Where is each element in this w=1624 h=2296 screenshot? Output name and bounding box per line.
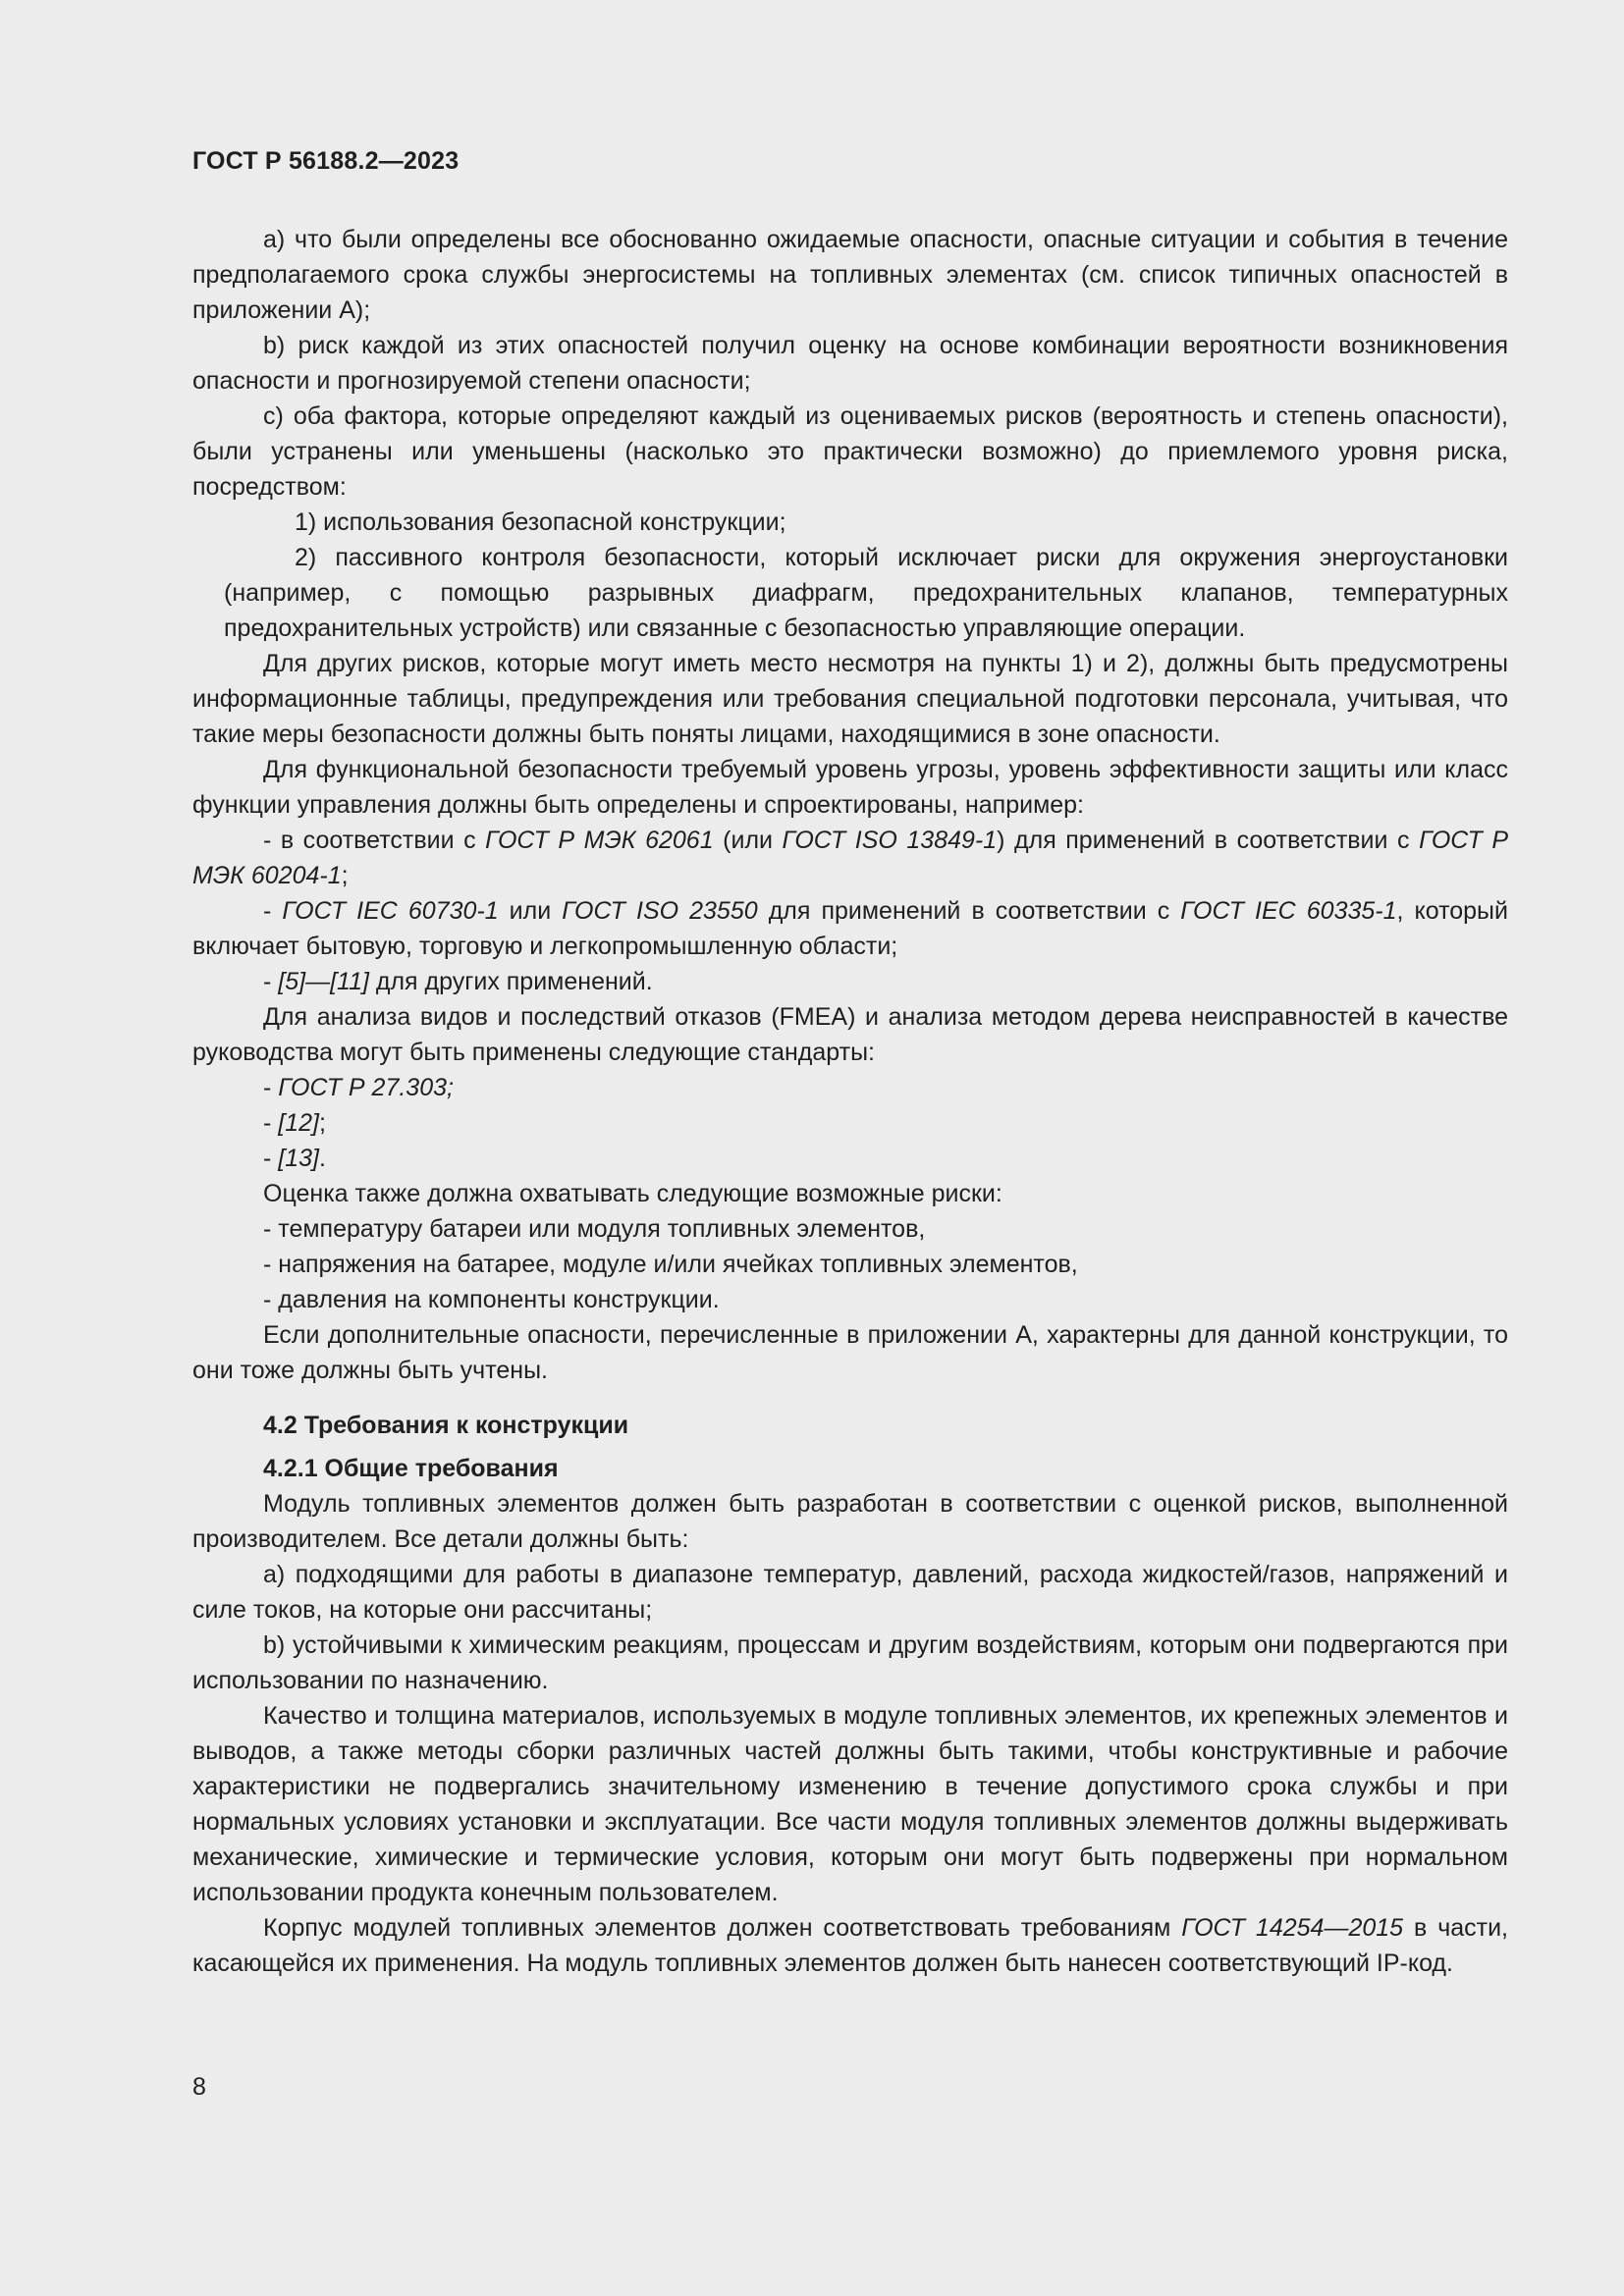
list-item-module-b: b) устойчивыми к химическим реакциям, процессам и другим воздействиям, которым они подвергаются при использовании по назначению. bbox=[192, 1631, 1508, 1694]
page-header: ГОСТ Р 56188.2—2023 bbox=[192, 147, 460, 175]
standard-reference: ГОСТ ISO 23550 bbox=[562, 897, 758, 925]
paragraph-other-risks: Для других рисков, которые могут иметь место несмотря на пункты 1) и 2), должны быть предусмотрены информационные таблицы, предупреждения или требования специальной подготовки персонала, учитывая, что такие меры безопасности должны быть поняты лицами, находящимися в зоне опасности. bbox=[192, 650, 1508, 748]
paragraph-quality: Качество и толщина материалов, используемых в модуле топливных элементов, их крепежных элементов и выводов, а также методы сборки различных частей должны быть такими, чтобы конструктивные и рабочие характеристики не подвергались значительному изменению в течение допустимого срока службы и при нормальных условиях установки и эксплуатации. Все части модуля топливных элементов должны выдерживать механические, химические и термические условия, которым они могут быть подвержены при нормальном использовании продукта конечным пользователем. bbox=[192, 1702, 1508, 1906]
paragraph-module: Модуль топливных элементов должен быть разработан в соответствии с оценкой рисков, выполненной производителем. Все детали должны быть: bbox=[192, 1490, 1508, 1553]
list-item-module-a: a) подходящими для работы в диапазоне температур, давлений, расхода жидкостей/газов, напряжений и силе токов, на которые они рассчитаны; bbox=[192, 1561, 1508, 1624]
standard-item-2 bbox=[192, 1105, 1508, 1141]
standard-reference: [13] bbox=[278, 1145, 319, 1172]
dash-item-3 bbox=[192, 964, 1508, 999]
standard-reference: ГОСТ Р МЭК 60204-1 bbox=[192, 827, 1508, 889]
list-item-c2: 2) пассивного контроля безопасности, который исключает риски для окружения энергоустановки (например, с помощью разрывных диафрагм, предохранительных клапанов, температурных предохранительных устройств) или связанные с безопасностью управляющие операции. bbox=[224, 544, 1508, 642]
dash-item-text: - в соответствии с bbox=[263, 827, 486, 854]
dash-item-text: , который включает бытовую, торговую и легкопромышленную области; bbox=[192, 897, 1508, 960]
standard-reference: [5]—[11] bbox=[278, 968, 369, 995]
standard-item-1 bbox=[192, 1070, 1508, 1105]
dash-item-text: . bbox=[318, 1145, 326, 1172]
list-item-c1: 1) использования безопасной конструкции; bbox=[295, 508, 786, 536]
standard-reference: [12] bbox=[278, 1109, 319, 1137]
dash-item-1 bbox=[192, 823, 1508, 893]
standard-item-3 bbox=[192, 1141, 1508, 1176]
dash-item-text: ) для применений в соответствии с bbox=[997, 827, 1420, 854]
standard-reference: ГОСТ IEC 60730-1 bbox=[282, 897, 499, 925]
list-item-c: c) оба фактора, которые определяют каждый из оцениваемых рисков (вероятность и степень опасности), были устранены или уменьшены (насколько это практически возможно) до приемлемого уровня риска, посредством: bbox=[192, 402, 1508, 501]
paragraph-additional-hazards: Если дополнительные опасности, перечисленные в приложении А, характерны для данной конструкции, то они тоже должны быть учтены. bbox=[192, 1321, 1508, 1384]
section-heading-4-2-1: 4.2.1 Общие требования bbox=[263, 1455, 559, 1482]
standard-reference: ГОСТ 14254—2015 bbox=[1181, 1914, 1404, 1942]
standard-reference: ГОСТ Р МЭК 62061 bbox=[485, 827, 714, 854]
document-body bbox=[192, 222, 1508, 1981]
paragraph-text: Корпус модулей топливных элементов должен соответствовать требованиям bbox=[263, 1914, 1182, 1942]
paragraph-functional-safety: Для функциональной безопасности требуемый уровень угрозы, уровень эффективности защиты или класс функции управления должны быть определены и спроектированы, например: bbox=[192, 756, 1508, 819]
list-item-b: b) риск каждой из этих опасностей получил оценку на основе комбинации вероятности возникновения опасности и прогнозируемой степени опасности; bbox=[192, 332, 1508, 395]
dash-item-text: - bbox=[263, 897, 283, 925]
dash-item-text: - bbox=[263, 968, 279, 995]
dash-item-text: или bbox=[498, 897, 563, 925]
risk-item-1: - температуру батареи или модуля топливных элементов, bbox=[263, 1215, 926, 1243]
paragraph-assessment: Оценка также должна охватывать следующие возможные риски: bbox=[263, 1180, 1002, 1207]
dash-item-text: для других применений. bbox=[368, 968, 653, 995]
paragraph-text: в части, касающейся их применения. На модуль топливных элементов должен быть нанесен соответствующий IP-код. bbox=[192, 1914, 1508, 1977]
standard-reference: ГОСТ Р 27.303; bbox=[278, 1074, 454, 1101]
dash-item-text: - bbox=[263, 1074, 279, 1101]
dash-item-text: - bbox=[263, 1109, 279, 1137]
paragraph-enclosure bbox=[192, 1910, 1508, 1981]
dash-item-2 bbox=[192, 893, 1508, 964]
page-number: 8 bbox=[192, 2073, 206, 2101]
standard-reference: ГОСТ IEC 60335-1 bbox=[1180, 897, 1397, 925]
risk-item-2: - напряжения на батарее, модуле и/или ячейках топливных элементов, bbox=[263, 1251, 1078, 1278]
list-item-a: a) что были определены все обоснованно ожидаемые опасности, опасные ситуации и события в течение предполагаемого срока службы энергосистемы на топливных элементах (см. список типичных опасностей в приложении А); bbox=[192, 226, 1508, 324]
section-heading-4-2: 4.2 Требования к конструкции bbox=[263, 1412, 629, 1439]
dash-item-text: для применений в соответствии с bbox=[757, 897, 1181, 925]
risk-item-3: - давления на компоненты конструкции. bbox=[263, 1286, 720, 1313]
dash-item-text: ; bbox=[341, 862, 349, 889]
standard-reference: ГОСТ ISO 13849-1 bbox=[782, 827, 998, 854]
paragraph-fmea: Для анализа видов и последствий отказов (FMEA) и анализа методом дерева неисправностей в качестве руководства могут быть применены следующие стандарты: bbox=[192, 1003, 1508, 1066]
dash-item-text: (или bbox=[713, 827, 783, 854]
dash-item-text: ; bbox=[318, 1109, 326, 1137]
dash-item-text: - bbox=[263, 1145, 279, 1172]
